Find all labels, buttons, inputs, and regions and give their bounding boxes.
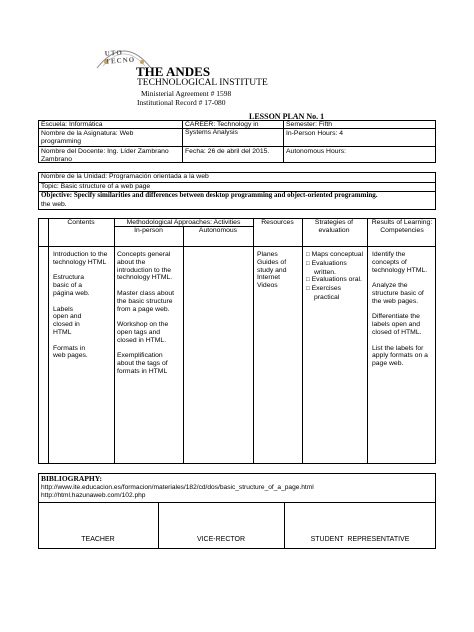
inperson-hours-field: In-Person Hours: 4 (286, 130, 344, 137)
header-results: Results of Learning: Competencies (371, 219, 433, 234)
objective-text: Specify similarities and differences between desktop programming and object-oriented programming. (72, 191, 378, 199)
signature-teacher: TEACHER (81, 536, 115, 543)
content-item: Estructura basic of a página web. (53, 274, 90, 297)
header-strategies: Strategies of evaluation (314, 219, 354, 234)
result-item: List the labels for apply formats on a page web. (372, 344, 428, 368)
result-item: Identify the concepts of technology HTML. (372, 251, 428, 274)
objective-label: Objective: (41, 191, 73, 199)
institution-subtitle: TECHNOLOGICAL INSTITUTE (137, 78, 268, 88)
teacher-field: Nombre del Docente: Ing. Líder Zambrano Zambrano (41, 148, 169, 163)
results-column (372, 251, 430, 376)
strategy-item: □ Evaluations oral. (306, 276, 364, 285)
objective-tail: the web. (41, 201, 67, 208)
subject-field: Nombre de la Asignatura: Web programming (41, 130, 134, 145)
header-methodological: Methodological Approaches: Activities (126, 219, 241, 226)
strategies-column (306, 251, 364, 302)
institutional-record: Institutional Record # 17-080 (137, 98, 226, 107)
unit-name: Nombre de la Unidad: Programación orientada a la web (41, 173, 209, 180)
lesson-plan-title: LESSON PLAN No. 1 (249, 112, 325, 121)
content-item: Formats in web pages. (53, 344, 88, 360)
in-person-item: Workshop on the open tags and closed in HTML. (117, 321, 169, 344)
in-person-item: Exemplification about the tags of formats in HTML (117, 352, 168, 375)
resources-cell: Planes Guides of study and Internet Videos (257, 251, 287, 290)
signature-student: STUDENT REPRESENTATIVE (310, 536, 410, 543)
in-person-item: Concepts general about the introduction to the technology HTML. (117, 251, 173, 282)
objective (41, 192, 433, 200)
autonomous-hours-field: Autonomous Hours: (286, 148, 347, 155)
bibliography-label: BIBLIOGRAPHY: (41, 474, 102, 483)
school-field: Escuela: Informática (41, 121, 103, 128)
strategy-item: □ Maps conceptual (306, 251, 364, 260)
strategy-item: □ Evaluations written. (306, 260, 364, 277)
bibliography-link[interactable]: http://html.hazunaweb.com/102.php (41, 492, 146, 499)
logo-text: UTO TECNO (104, 48, 136, 66)
in-person-item: Master class about the basic structure from a page web. (117, 289, 175, 313)
result-item: Analyze the structure basic of the web pages. (372, 282, 424, 305)
signature-vice-rector: VICE-RECTOR (196, 536, 246, 543)
result-item: Differentiate the labels open and closed of HTML. (372, 313, 422, 336)
bibliography-link[interactable]: http://www.ite.educacion.es/formacion/materiales/182/cd/dos/basic_structure_of_a_page.html (41, 484, 314, 491)
semester-field: Semester: Fifth (286, 121, 333, 128)
header-autonomous: Autonomous (198, 227, 238, 234)
career-field: CAREER: Technology in Systems Analysis (185, 121, 259, 136)
contents-column (53, 251, 113, 368)
topic: Topic: Basic structure of a web page (41, 183, 151, 190)
in-person-column (117, 251, 181, 384)
header-resources: Resources (261, 219, 294, 226)
ministerial-agreement: Ministerial Agreement # 1598 (141, 89, 232, 98)
institution-name: THE ANDES (136, 64, 211, 79)
header-in-person: In-person (134, 227, 163, 234)
date-field: Fecha: 26 de abril del 2015. (185, 148, 270, 155)
content-item: Labels open and closed in HTML (53, 305, 82, 336)
header-contents: Contents (67, 219, 95, 226)
content-item: Introduction to the technology HTML (53, 251, 108, 266)
strategy-item: □ Exercises practical (306, 285, 364, 302)
